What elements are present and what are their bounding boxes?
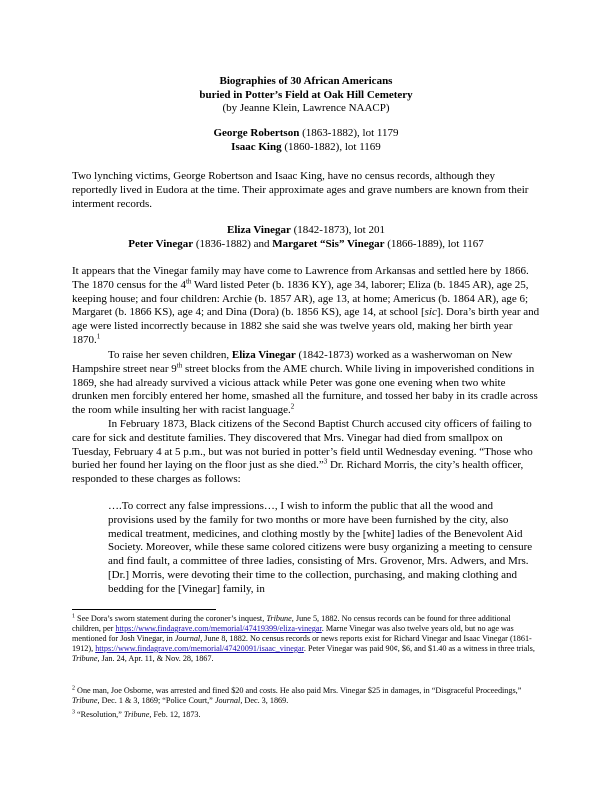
footnote-2: $^2$ One man, Joe Osborne, was arrested and fined $20 and costs. He also paid Mrs. Vinegar $25 in damages, in “Disgraceful Proceedings,” Tribune, Dec. 1 & 3, 1869; “Police Court,” Journal, Dec. 3, 1869. [72, 685, 522, 705]
paragraph-smallpox-death: In February 1873, Black citizens of the Second Baptist Church accused city officers of failing to care for sick and destitute families. They discovered that Mrs. Vinegar had died from smallpox on Tuesday, February 4 at 5 p.m., but was not buried in potter’s field until Wednesday evening. “Those who buried her found her laying on the floor just as she died.”$^3$ Dr. Richard Morris, the city’s health officer, responded to these charges as follows: [72, 418, 533, 486]
findagrave-eliza-link[interactable]: https://www.findagrave.com/memorial/47419399/eliza-vinegar [115, 624, 322, 633]
footnote-3: $^3$ “Resolution,” Tribune, Feb. 12, 1873. [72, 709, 201, 719]
title-author-line: (by Jeanne Klein, Lawrence NAACP) [222, 102, 390, 114]
findagrave-isaac-link[interactable]: https://www.findagrave.com/memorial/47420091/isaac_vinegar [95, 644, 304, 653]
paragraph-lynching-victims: Two lynching victims, George Robertson and Isaac King, have no census records, although they reportedly lived in Eudora at the time. Their approximate ages and grave numbers are known from their interment records. [72, 170, 529, 210]
heading-king: Isaac King (1860-1882), lot 1169 [231, 140, 381, 153]
footnote-ref-2: 2 [290, 402, 295, 411]
heading-eliza-vinegar: Eliza Vinegar (1842-1873), lot 201 [227, 224, 385, 236]
paragraph-eliza-washerwoman: To raise her seven children, Eliza Vinegar (1842-1873) worked as a washerwoman on New Hampshire street near 9th street blocks from the AME church. While living in impoverished conditions in 1869, she had already survived a vicious attack while Peter was gone one evening when two white drunken men forcibly entered her home, smashed all the furniture, and tossed her baby in its cradle across the room while insulting her with racist language.$^2$ [72, 349, 538, 417]
footnote-ref-3: 3 [323, 457, 328, 466]
heading-peter-margaret-vinegar: Peter Vinegar (1836-1882) and Margaret “Sis” Vinegar (1866-1889), lot 1167 [128, 237, 484, 250]
footnote-separator [72, 609, 216, 610]
paragraph-family-origins: It appears that the Vinegar family may have come to Lawrence from Arkansas and settled here by 1866. The 1870 census for the 4th Ward listed Peter (b. 1836 KY), age 34, laborer; Eliza (b. 1845 AR), age 25, keeping house; and four children: Archie (b. 1857 AR), age 13, at home; Americus (b. 1864 AR), age 6; Margaret (b. 1866 KS), age 4; and Dina (Dora) (b. 1856 KS), age 14, at school [sic]. Dora’s birth year and age were listed incorrectly because in 1882 she said she was twelve years old, making her birth year 1870.$^1$ [72, 265, 540, 346]
block-quote-dr-morris: ….To correct any false impressions…, I wish to inform the public that all the wood and provisions used by the family for two months or more have been furnished by the city, also medical treatment, medicines, and clothing mostly by the [white] ladies of the Benevolent Aid Society. Moreover, while these same colored citizens were busy organizing a meeting to censure and find fault, a committee of three ladies, consisting of Mrs. Grovenor, Mrs. Adwers, and Mrs. [Dr.] Morris, were devoting their time to the collection, purchasing, and making clothing and bedding for the [Vinegar] family, in [108, 500, 533, 595]
title-line-1: Biographies of 30 African Americans [219, 75, 393, 87]
document-title [0, 75, 612, 116]
section-heading-robertson-king [0, 127, 612, 154]
section-heading-vinegar [0, 224, 612, 251]
heading-robertson: George Robertson (1863-1882), lot 1179 [213, 127, 399, 139]
footnote-1: $^1$ See Dora’s sworn statement during the coroner’s inquest, Tribune, June 5, 1882. No census records can be found for three additional children, per https://www.findagrave.com/memorial/47419399/eliza-vinegar. Marne Vinegar was also twelve years old, but no age was mentioned for Josh Vinegar, in Journal, June 8, 1882. No census records or news reports exist for Richard Vinegar and Isaac Vinegar (1861-1912), https://www.findagrave.com/memorial/47420091/isaac_vinegar. Peter Vinegar was paid 90¢, $6, and $1.40 as a witness in three trials, Tribune, Jan. 24, Apr. 11, & Nov. 28, 1867. [72, 613, 535, 663]
footnote-ref-1: 1 [96, 332, 101, 341]
title-line-2: buried in Potter’s Field at Oak Hill Cemetery [199, 88, 413, 101]
